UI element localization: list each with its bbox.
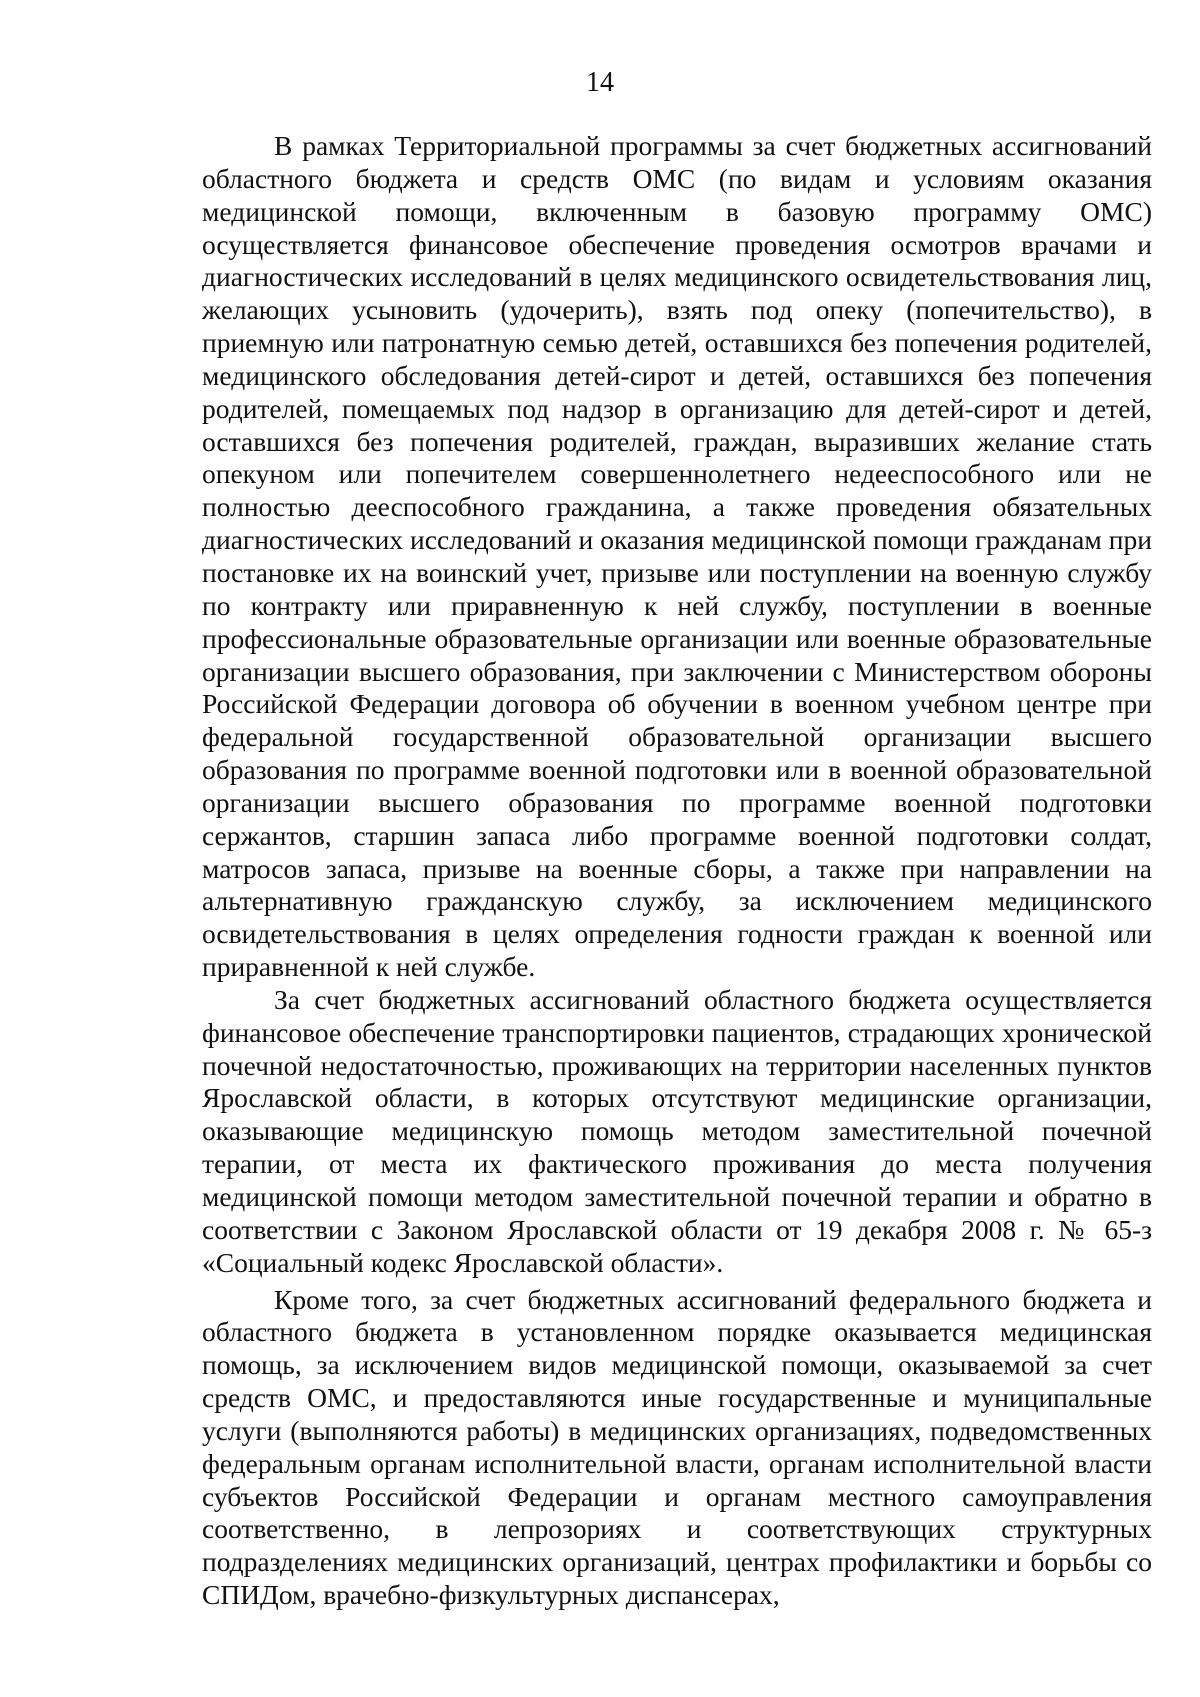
paragraph-territorial-program: В рамках Территориальной программы за счет бюджетных ассигнований областного бюджета и средств ОМС (по видам и условиям оказания медицинской помощи, включенным в базовую программу ОМС) осуществляется финансовое обеспечение проведения осмотров врачами и диагностических исследований в целях медицинского освидетельствования лиц, желающих усыновить (удочерить), взять под опеку (попечительство), в приемную или патронатную семью детей, оставшихся без попечения родителей, медицинского обследования детей-сирот и детей, оставшихся без попечения родителей, помещаемых под надзор в организацию для детей-сирот и детей, оставшихся без попечения родителей, граждан, выразивших желание стать опекуном или попечителем совершеннолетнего недееспособного или не полностью дееспособного гражданина, а также проведения обязательных диагностических исследований и оказания медицинской помощи гражданам при постановке их на воинский учет, призыве или поступлении на военную службу по контракту или приравненную к ней службу, поступлении в военные профессиональные образовательные организации или военные образовательные организации высшего образования, при заключении с Министерством обороны Российской Федерации договора об обучении в военном учебном центре при федеральной государственной образовательной организации высшего образования по программе военной подготовки или в военной образовательной организации высшего образования по программе военной подготовки сержантов, старшин запаса либо программе военной подготовки солдат, матросов запаса, призыве на военные сборы, а также при направлении на альтернативную гражданскую службу, за исключением медицинского освидетельствования в целях определения годности граждан к военной или приравненной к ней службе. bbox=[202, 130, 1152, 983]
document-body bbox=[202, 130, 1152, 1612]
paragraph-dialysis-transport: За счет бюджетных ассигнований областного бюджета осуществляется финансовое обеспечение транспортировки пациентов, страдающих хронической почечной недостаточностью, проживающих на территории населенных пунктов Ярославской области, в которых отсутствуют медицинские организации, оказывающие медицинскую помощь методом заместительной почечной терапии, от места их фактического проживания до места получения медицинской помощи методом заместительной почечной терапии и обратно в соответствии с Законом Ярославской области от 19 декабря 2008 г. № 65-з «Социальный кодекс Ярославской области». bbox=[202, 983, 1152, 1278]
page-number: 14 bbox=[586, 67, 614, 98]
paragraph-federal-budget: Кроме того, за счет бюджетных ассигнований федерального бюджета и областного бюджета в установленном порядке оказывается медицинская помощь, за исключением видов медицинской помощи, оказываемой за счет средств ОМС, и предоставляются иные государственные и муниципальные услуги (выполняются работы) в медицинских организациях, подведомственных федеральным органам исполнительной власти, органам исполнительной власти субъектов Российской Федерации и органам местного самоуправления соответственно, в лепрозориях и соответствующих структурных подразделениях медицинских организаций, центрах профилактики и борьбы со СПИДом, врачебно-физкультурных диспансерах, bbox=[202, 1283, 1152, 1611]
